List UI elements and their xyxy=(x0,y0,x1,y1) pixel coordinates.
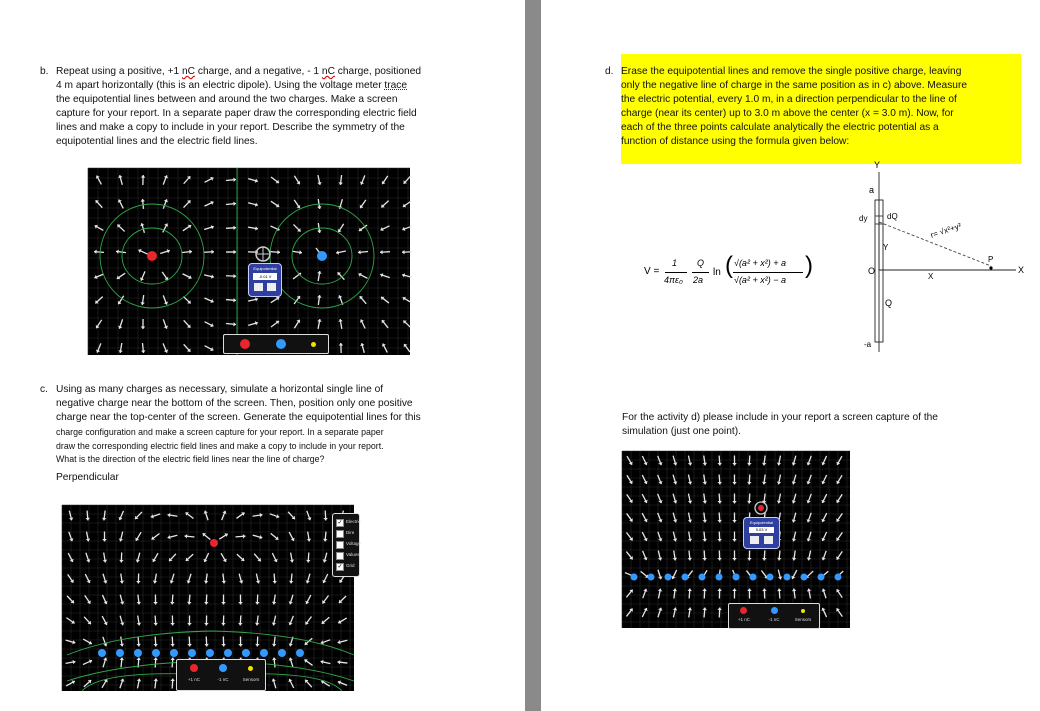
field-arrow-head xyxy=(732,501,736,504)
field-arrow-head xyxy=(141,175,145,178)
diagram-axis-x: X xyxy=(1018,265,1025,275)
negative-charge-tool[interactable] xyxy=(219,664,227,672)
field-arrow-head xyxy=(732,463,736,466)
options-label: Electric xyxy=(346,519,361,524)
field-arrow-head xyxy=(136,644,140,647)
field-arrow-head xyxy=(233,202,236,206)
negative-charge[interactable] xyxy=(631,574,638,581)
field-arrow-head xyxy=(255,644,259,647)
diagram-label-r: r= √x²+y² xyxy=(929,221,963,240)
formula-coef: 4πε₀ xyxy=(664,275,683,285)
negative-charge[interactable] xyxy=(188,649,196,657)
section-b-line xyxy=(56,65,421,79)
negative-charge[interactable] xyxy=(648,574,655,581)
section-c-answer: Perpendicular xyxy=(56,472,119,483)
options-label: Dire xyxy=(346,530,355,535)
checkbox[interactable] xyxy=(336,530,344,538)
checkbox[interactable] xyxy=(336,541,344,549)
document-page-right: d. Erase the equipotential lines and remove the single positive charge, leaving only the negative line of charge in the same position as in c) above. Measure the electric potential, every 1.0 m, in a direction perpendicular to the line of charge (near its center) up to 3.0 m above the center (x = 3.0 m). Now, for each of the three points calculate analytically the electric potential as a function of distance using the formula given below: V = 1 4πε₀ Q 2a ln ( √(a² + x²) + a √(a² + x²) − a ) Y a dy dQ r= √x²+y² O Y X P X Q -a For the activity d) please include in your report a screen capture of the simulation (just one point). Equipotential 5.03 V +1 nC -1 nC Sensors xyxy=(541,0,1040,711)
field-arrow-head xyxy=(153,581,157,584)
field-arrow-head xyxy=(94,250,97,254)
eraser-icon[interactable] xyxy=(254,283,263,291)
diagram-label-q: Q xyxy=(885,298,893,308)
equipotential-lines xyxy=(100,168,374,355)
text-run-underlined: nC xyxy=(182,66,196,77)
field-arrow-head xyxy=(233,274,236,278)
eraser-icon[interactable] xyxy=(750,536,759,544)
charges-toolbox xyxy=(223,334,329,354)
negative-charge-line xyxy=(98,649,304,657)
field-arrow-head xyxy=(380,250,383,254)
section-d-line: charge (near its center) up to 3.0 m above the center (x = 3.0 m). Now, for xyxy=(621,108,954,119)
section-c-line: draw the corresponding electric field lines and make a copy to include in your report. xyxy=(56,441,384,451)
field-arrow-head xyxy=(222,581,226,584)
pencil-icon[interactable] xyxy=(267,283,276,291)
section-b-line: capture for your report. In a separate paper draw the corresponding electric field xyxy=(56,108,417,119)
section-c-line: Using as many charges as necessary, simulate a horizontal single line of xyxy=(56,384,384,395)
negative-charge[interactable] xyxy=(733,574,740,581)
pencil-icon[interactable] xyxy=(764,536,773,544)
field-arrow-head xyxy=(141,350,145,353)
field-arrow-head xyxy=(243,534,246,538)
options-row[interactable] xyxy=(336,540,360,549)
field-arrow-head xyxy=(338,182,342,185)
negative-charge[interactable] xyxy=(818,574,825,581)
options-label: Grid xyxy=(346,563,355,568)
negative-charge[interactable] xyxy=(152,649,160,657)
positive-charge-label: +1 nC xyxy=(737,617,751,622)
voltage-meter[interactable] xyxy=(248,263,282,297)
negative-charge[interactable] xyxy=(116,649,124,657)
field-arrow-head xyxy=(277,250,280,254)
field-arrow-head xyxy=(732,482,736,485)
field-arrow-head xyxy=(299,250,302,254)
options-row[interactable] xyxy=(336,562,360,571)
negative-charge[interactable] xyxy=(206,649,214,657)
dipole-simulation-screenshot xyxy=(88,168,410,355)
field-arrow-head xyxy=(170,679,174,682)
field-arrow-head xyxy=(272,581,276,584)
field-arrow-head xyxy=(233,298,236,302)
negative-charge[interactable] xyxy=(801,574,808,581)
field-arrow-head xyxy=(221,623,225,626)
field-arrow-head xyxy=(119,560,123,563)
field-arrow-head xyxy=(323,518,327,521)
formula-numerator: √(a² + x²) + a xyxy=(734,258,786,268)
negative-charge-label: -1 nC xyxy=(217,677,229,682)
field-arrow-head xyxy=(703,482,707,485)
options-label: Values xyxy=(346,552,360,557)
field-arrow-head xyxy=(687,589,691,592)
field-arrow-head xyxy=(211,250,214,254)
voltage-meter-value: -0.01 V xyxy=(253,273,277,280)
field-arrow-head xyxy=(189,250,192,254)
negative-charge[interactable] xyxy=(682,574,689,581)
field-arrow-head xyxy=(290,560,294,563)
diagram-axis-y: Y xyxy=(874,160,881,170)
formula-twoa: 2a xyxy=(693,275,704,285)
text-run: charge, and a negative, - 1 xyxy=(195,66,322,77)
section-c-line: charge configuration and make a screen capture for your report. In a separate paper xyxy=(56,427,384,437)
checkbox[interactable]: ✓ xyxy=(337,520,343,526)
text-run: Repeat using a positive, +1 xyxy=(56,66,183,77)
line-charge-sensor-simulation-screenshot xyxy=(622,451,850,628)
section-c-marker: c. xyxy=(40,384,48,395)
checkbox[interactable] xyxy=(336,552,344,560)
positive-charge[interactable] xyxy=(210,539,218,547)
diagram-label-minus-a: -a xyxy=(864,340,872,349)
negative-charge[interactable] xyxy=(835,574,842,581)
field-arrow-head xyxy=(338,660,341,664)
charges-toolbox xyxy=(176,659,266,691)
options-row[interactable] xyxy=(336,518,360,527)
section-b-line: the equipotential lines between and around the two charges. Make a screen xyxy=(56,94,398,105)
voltage-meter[interactable] xyxy=(743,517,780,549)
options-row[interactable] xyxy=(336,529,360,538)
activity-note-line: simulation (just one point). xyxy=(622,426,741,437)
negative-charge[interactable] xyxy=(296,649,304,657)
field-arrow-head xyxy=(154,679,158,682)
field-arrow-head xyxy=(170,623,174,626)
field-arrow-head xyxy=(141,199,145,202)
formula-v: V = xyxy=(644,266,660,277)
field-arrow-head xyxy=(140,302,144,305)
field-arrow-head xyxy=(673,589,677,592)
field-arrow-head xyxy=(732,520,736,523)
options-row[interactable] xyxy=(336,551,360,560)
section-d-marker: d. xyxy=(605,66,614,77)
field-arrow-head xyxy=(118,350,122,353)
field-vector-grid xyxy=(622,451,850,628)
field-arrow-head xyxy=(289,581,293,584)
field-arrow-head xyxy=(120,581,124,584)
section-b-line: equipotential lines and the electric field lines. xyxy=(56,136,258,147)
field-arrow-head xyxy=(255,226,258,230)
section-b-marker: b. xyxy=(40,66,49,77)
negative-charge[interactable] xyxy=(317,251,327,261)
sensors-label: Sensors xyxy=(794,617,812,622)
field-vector-grid xyxy=(88,168,410,355)
field-arrow-head xyxy=(358,250,361,254)
field-arrow-head xyxy=(204,644,208,647)
options-panel xyxy=(332,513,360,577)
formula-ln: ln xyxy=(713,267,721,278)
field-arrow-head xyxy=(102,518,106,521)
negative-charge[interactable] xyxy=(784,574,791,581)
field-arrow-head xyxy=(338,319,342,322)
diagram-label-a: a xyxy=(869,185,875,195)
sensor-tool[interactable] xyxy=(311,342,316,347)
positive-charge-tool[interactable] xyxy=(190,664,198,672)
positive-charge-label: +1 nC xyxy=(187,677,201,682)
diagram-label-p: P xyxy=(988,255,994,264)
field-arrow-head xyxy=(116,249,119,253)
text-run: charge, positioned xyxy=(334,66,422,77)
field-arrow-head xyxy=(777,589,781,592)
diagram-label-y: Y xyxy=(883,243,889,252)
field-arrow-head xyxy=(255,623,259,626)
text-run: 4 m apart horizontally (this is an electric dipole). Using the voltage meter xyxy=(56,80,385,91)
section-d-line: each of the three points calculate analytically the electric potential as a xyxy=(621,122,939,133)
formula-one: 1 xyxy=(672,258,678,268)
voltage-meter-title: Equipotential xyxy=(253,266,277,271)
section-d-line: Erase the equipotential lines and remove the single positive charge, leaving xyxy=(621,66,962,77)
negative-charge[interactable] xyxy=(699,574,706,581)
negative-charge[interactable] xyxy=(750,574,757,581)
diagram-label-origin: O xyxy=(868,266,876,276)
field-arrow-head xyxy=(233,226,236,230)
negative-charge[interactable] xyxy=(665,574,672,581)
negative-charge[interactable] xyxy=(98,649,106,657)
field-arrow-head xyxy=(185,534,188,538)
negative-charge[interactable] xyxy=(224,649,232,657)
positive-charge-tool[interactable] xyxy=(240,339,250,349)
field-arrow-head xyxy=(233,322,236,326)
formula-denominator: √(a² + x²) − a xyxy=(734,275,786,285)
negative-charge-label: -1 nC xyxy=(768,617,780,622)
field-arrow-head xyxy=(170,644,174,647)
field-arrow-head xyxy=(221,644,225,647)
field-arrow-head xyxy=(306,560,310,563)
diagram-label-dy: dy xyxy=(859,214,868,223)
positive-charge[interactable] xyxy=(147,251,157,261)
negative-charge[interactable] xyxy=(767,574,774,581)
negative-charge[interactable] xyxy=(134,649,142,657)
field-arrow-head xyxy=(137,623,141,626)
sensors-label: Sensors xyxy=(242,677,260,682)
field-arrow-head xyxy=(153,644,157,647)
text-run-underlined: trace xyxy=(384,80,408,91)
field-arrow-head xyxy=(73,660,76,664)
diagram-label-dq: dQ xyxy=(887,212,898,221)
field-arrow-head xyxy=(339,343,343,346)
section-b-line xyxy=(56,79,407,93)
positive-charge-tool[interactable] xyxy=(740,607,747,614)
field-arrow-head xyxy=(732,589,736,592)
section-d-line: the electric potential, every 1.0 m, in a direction perpendicular to the line of xyxy=(621,94,957,105)
field-arrow-head xyxy=(792,589,796,592)
text-run-underlined: nC xyxy=(321,66,335,77)
field-arrow-head xyxy=(272,644,276,647)
section-d-line: function of distance using the formula given below: xyxy=(621,136,850,147)
field-arrow-head xyxy=(688,608,692,611)
field-arrow-head xyxy=(703,463,707,466)
negative-charge[interactable] xyxy=(716,574,723,581)
field-arrow-head xyxy=(233,250,236,254)
voltage-meter-value: 5.03 V xyxy=(749,527,774,533)
negative-charge[interactable] xyxy=(278,649,286,657)
negative-charge[interactable] xyxy=(242,649,250,657)
formula-q: Q xyxy=(697,258,705,268)
negative-charge[interactable] xyxy=(260,649,268,657)
options-label: Voltage xyxy=(346,541,362,546)
section-b-line: lines and make a copy to include in your report. Describe the symmetry of the xyxy=(56,122,405,133)
field-arrow-head xyxy=(103,560,107,563)
field-arrow-head xyxy=(402,250,405,254)
section-c-line: negative charge near the bottom of the screen. Then, position only one positive xyxy=(56,398,413,409)
field-arrow-head xyxy=(136,581,140,584)
activity-note-line: For the activity d) please include in your report a screen capture of the xyxy=(622,412,938,423)
charges-toolbox xyxy=(728,603,820,629)
diagram-label-x: X xyxy=(928,272,934,281)
sensor-tool[interactable] xyxy=(248,666,253,671)
sensor-tool[interactable] xyxy=(801,609,805,613)
section-c-line: What is the direction of the electric field lines near the line of charge? xyxy=(56,454,325,464)
section-c-line: charge near the top-center of the screen. Generate the equipotential lines for this xyxy=(56,412,421,423)
line-charge-simulation-screenshot xyxy=(62,505,362,691)
field-arrow-head xyxy=(120,644,124,647)
voltage-meter-title: Equipotential xyxy=(749,520,774,525)
section-d-line: only the negative line of charge in the same position as in c) above. Measure xyxy=(621,80,968,91)
negative-charge[interactable] xyxy=(170,649,178,657)
field-arrow-head xyxy=(153,623,157,626)
field-arrow-head xyxy=(204,623,208,626)
negative-charge-tool[interactable] xyxy=(276,339,286,349)
negative-charge-tool[interactable] xyxy=(771,607,778,614)
field-arrow-head xyxy=(204,581,208,584)
checkbox[interactable]: ✓ xyxy=(337,564,343,570)
